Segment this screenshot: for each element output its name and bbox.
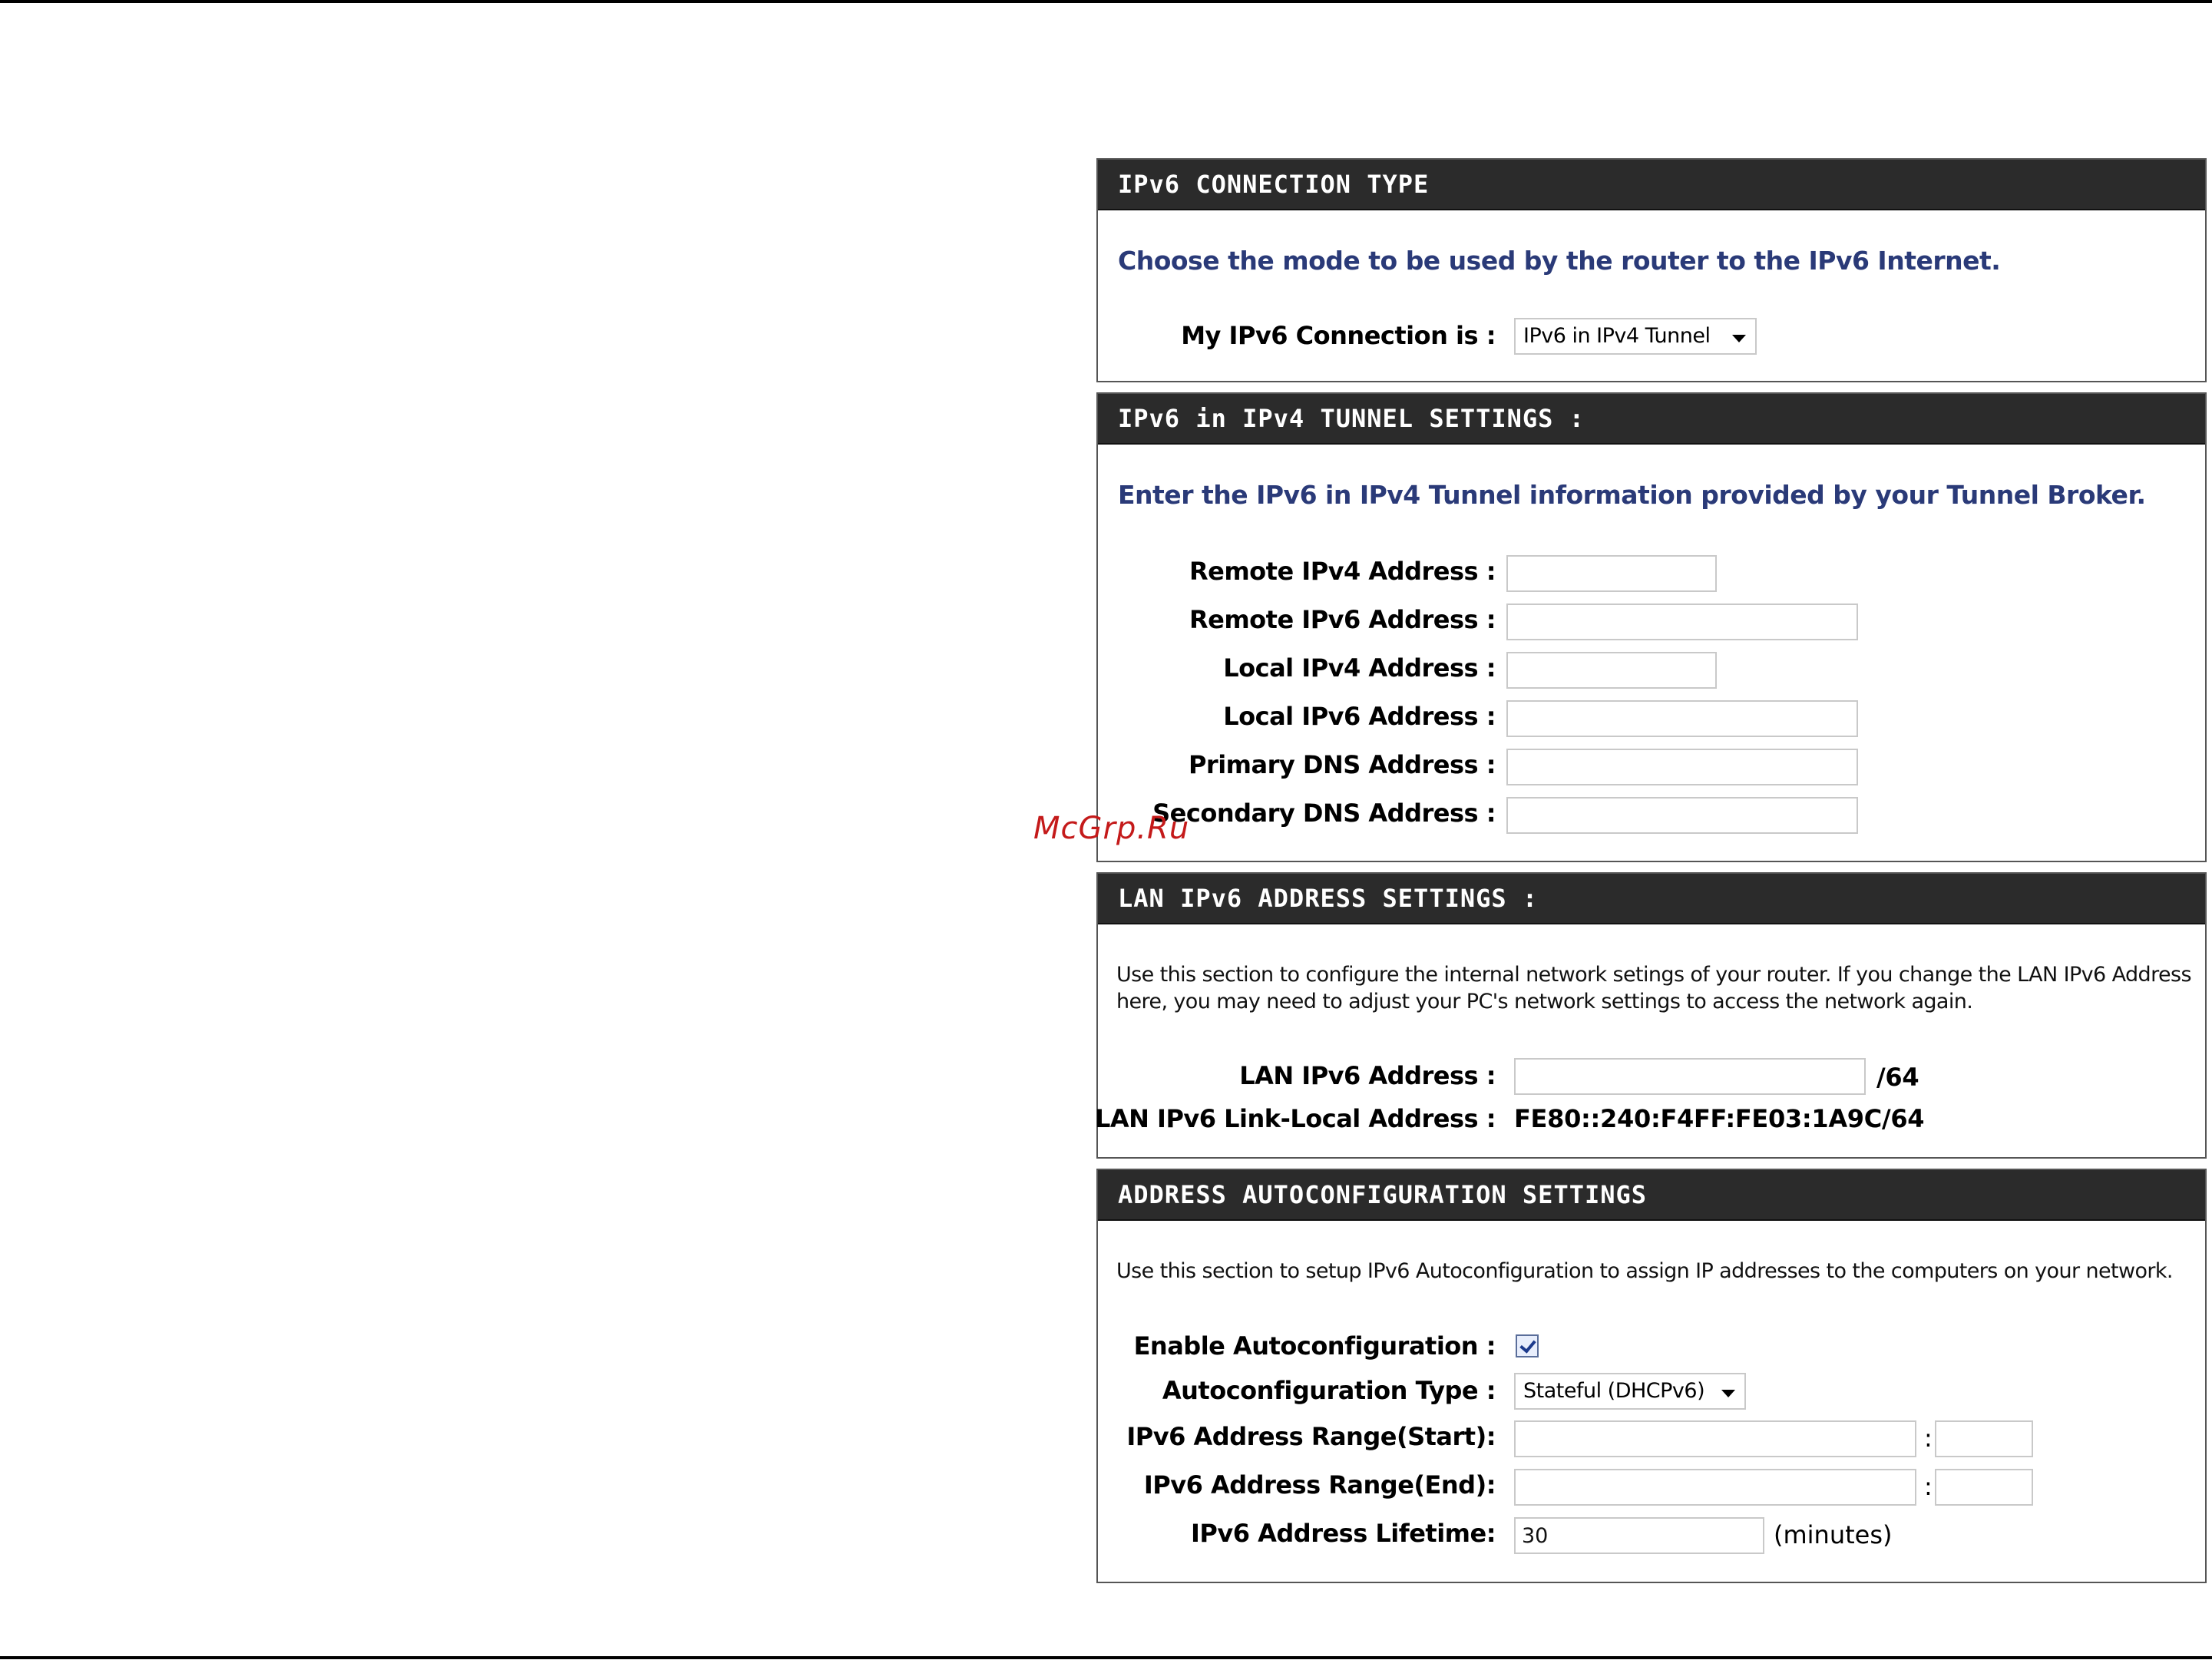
autoconfig-panel — [1096, 1169, 2207, 1583]
lan-address-input[interactable] — [1514, 1058, 1866, 1095]
autoconfig-type-label: Autoconfiguration Type : — [1162, 1376, 1496, 1405]
range-start-separator: : — [1924, 1424, 1933, 1453]
local-ipv6-label: Local IPv6 Address : — [1223, 702, 1496, 731]
range-end-suffix-input[interactable] — [1935, 1469, 2033, 1506]
connection-type-panel — [1096, 158, 2207, 382]
lifetime-input[interactable] — [1514, 1517, 1764, 1554]
lifetime-unit: (minutes) — [1774, 1520, 1893, 1549]
lan-address-label: LAN IPv6 Address : — [1239, 1061, 1496, 1090]
lan-prefix: /64 — [1876, 1063, 1919, 1092]
range-end-label: IPv6 Address Range(End): — [1143, 1470, 1496, 1500]
connection-type-selected: IPv6 in IPv4 Tunnel — [1523, 324, 1711, 348]
range-end-separator: : — [1924, 1472, 1933, 1501]
tunnel-settings-intro: Enter the IPv6 in IPv4 Tunnel information provided by your Tunnel Broker. — [1118, 480, 2146, 510]
top-rule — [0, 0, 2212, 3]
range-end-input[interactable] — [1514, 1469, 1916, 1506]
link-local-value: FE80::240:F4FF:FE03:1A9C/64 — [1514, 1104, 1925, 1133]
local-ipv4-input[interactable] — [1506, 652, 1717, 689]
autoconfig-type-selected: Stateful (DHCPv6) — [1523, 1379, 1705, 1403]
bottom-rule — [0, 1656, 2212, 1659]
lan-settings-intro: Use this section to configure the internal network setings of your router. If you change the LAN IPv6 Address here, you may need to adjust your PC's network settings to access the network again. — [1116, 963, 2191, 1014]
local-ipv6-input[interactable] — [1506, 700, 1858, 737]
remote-ipv4-label: Remote IPv4 Address : — [1189, 557, 1496, 586]
connection-type-label: My IPv6 Connection is : — [1181, 321, 1496, 350]
tunnel-settings-header: IPv6 in IPv4 TUNNEL SETTINGS : — [1098, 394, 2205, 445]
lifetime-label: IPv6 Address Lifetime: — [1190, 1519, 1496, 1548]
secondary-dns-label: Secondary DNS Address : — [1152, 799, 1496, 828]
lan-settings-panel — [1096, 872, 2207, 1159]
checkmark-icon — [1519, 1336, 1536, 1353]
autoconfig-header: ADDRESS AUTOCONFIGURATION SETTINGS — [1098, 1170, 2205, 1221]
primary-dns-input[interactable] — [1506, 749, 1858, 785]
chevron-down-icon — [1721, 1390, 1735, 1397]
range-start-label: IPv6 Address Range(Start): — [1126, 1422, 1496, 1451]
connection-type-intro: Choose the mode to be used by the router to the IPv6 Internet. — [1118, 246, 2001, 276]
autoconfig-type-select[interactable] — [1514, 1373, 1746, 1410]
range-start-input[interactable] — [1514, 1420, 1916, 1457]
chevron-down-icon — [1732, 335, 1746, 342]
link-local-label: LAN IPv6 Link-Local Address : — [1094, 1104, 1496, 1133]
enable-autoconfig-label: Enable Autoconfiguration : — [1133, 1331, 1496, 1361]
remote-ipv6-input[interactable] — [1506, 603, 1858, 640]
watermark: McGrp.Ru — [1033, 811, 1190, 846]
primary-dns-label: Primary DNS Address : — [1188, 750, 1496, 779]
lan-settings-header: LAN IPv6 ADDRESS SETTINGS : — [1098, 874, 2205, 924]
remote-ipv6-label: Remote IPv6 Address : — [1189, 605, 1496, 634]
range-start-suffix-input[interactable] — [1935, 1420, 2033, 1457]
connection-type-header: IPv6 CONNECTION TYPE — [1098, 160, 2205, 210]
connection-type-select[interactable] — [1514, 318, 1757, 355]
tunnel-settings-panel — [1096, 392, 2207, 862]
enable-autoconfig-checkbox[interactable] — [1516, 1334, 1539, 1357]
local-ipv4-label: Local IPv4 Address : — [1223, 653, 1496, 683]
autoconfig-intro: Use this section to setup IPv6 Autoconfiguration to assign IP addresses to the computers on your network. — [1116, 1259, 2173, 1283]
secondary-dns-input[interactable] — [1506, 797, 1858, 834]
remote-ipv4-input[interactable] — [1506, 555, 1717, 592]
